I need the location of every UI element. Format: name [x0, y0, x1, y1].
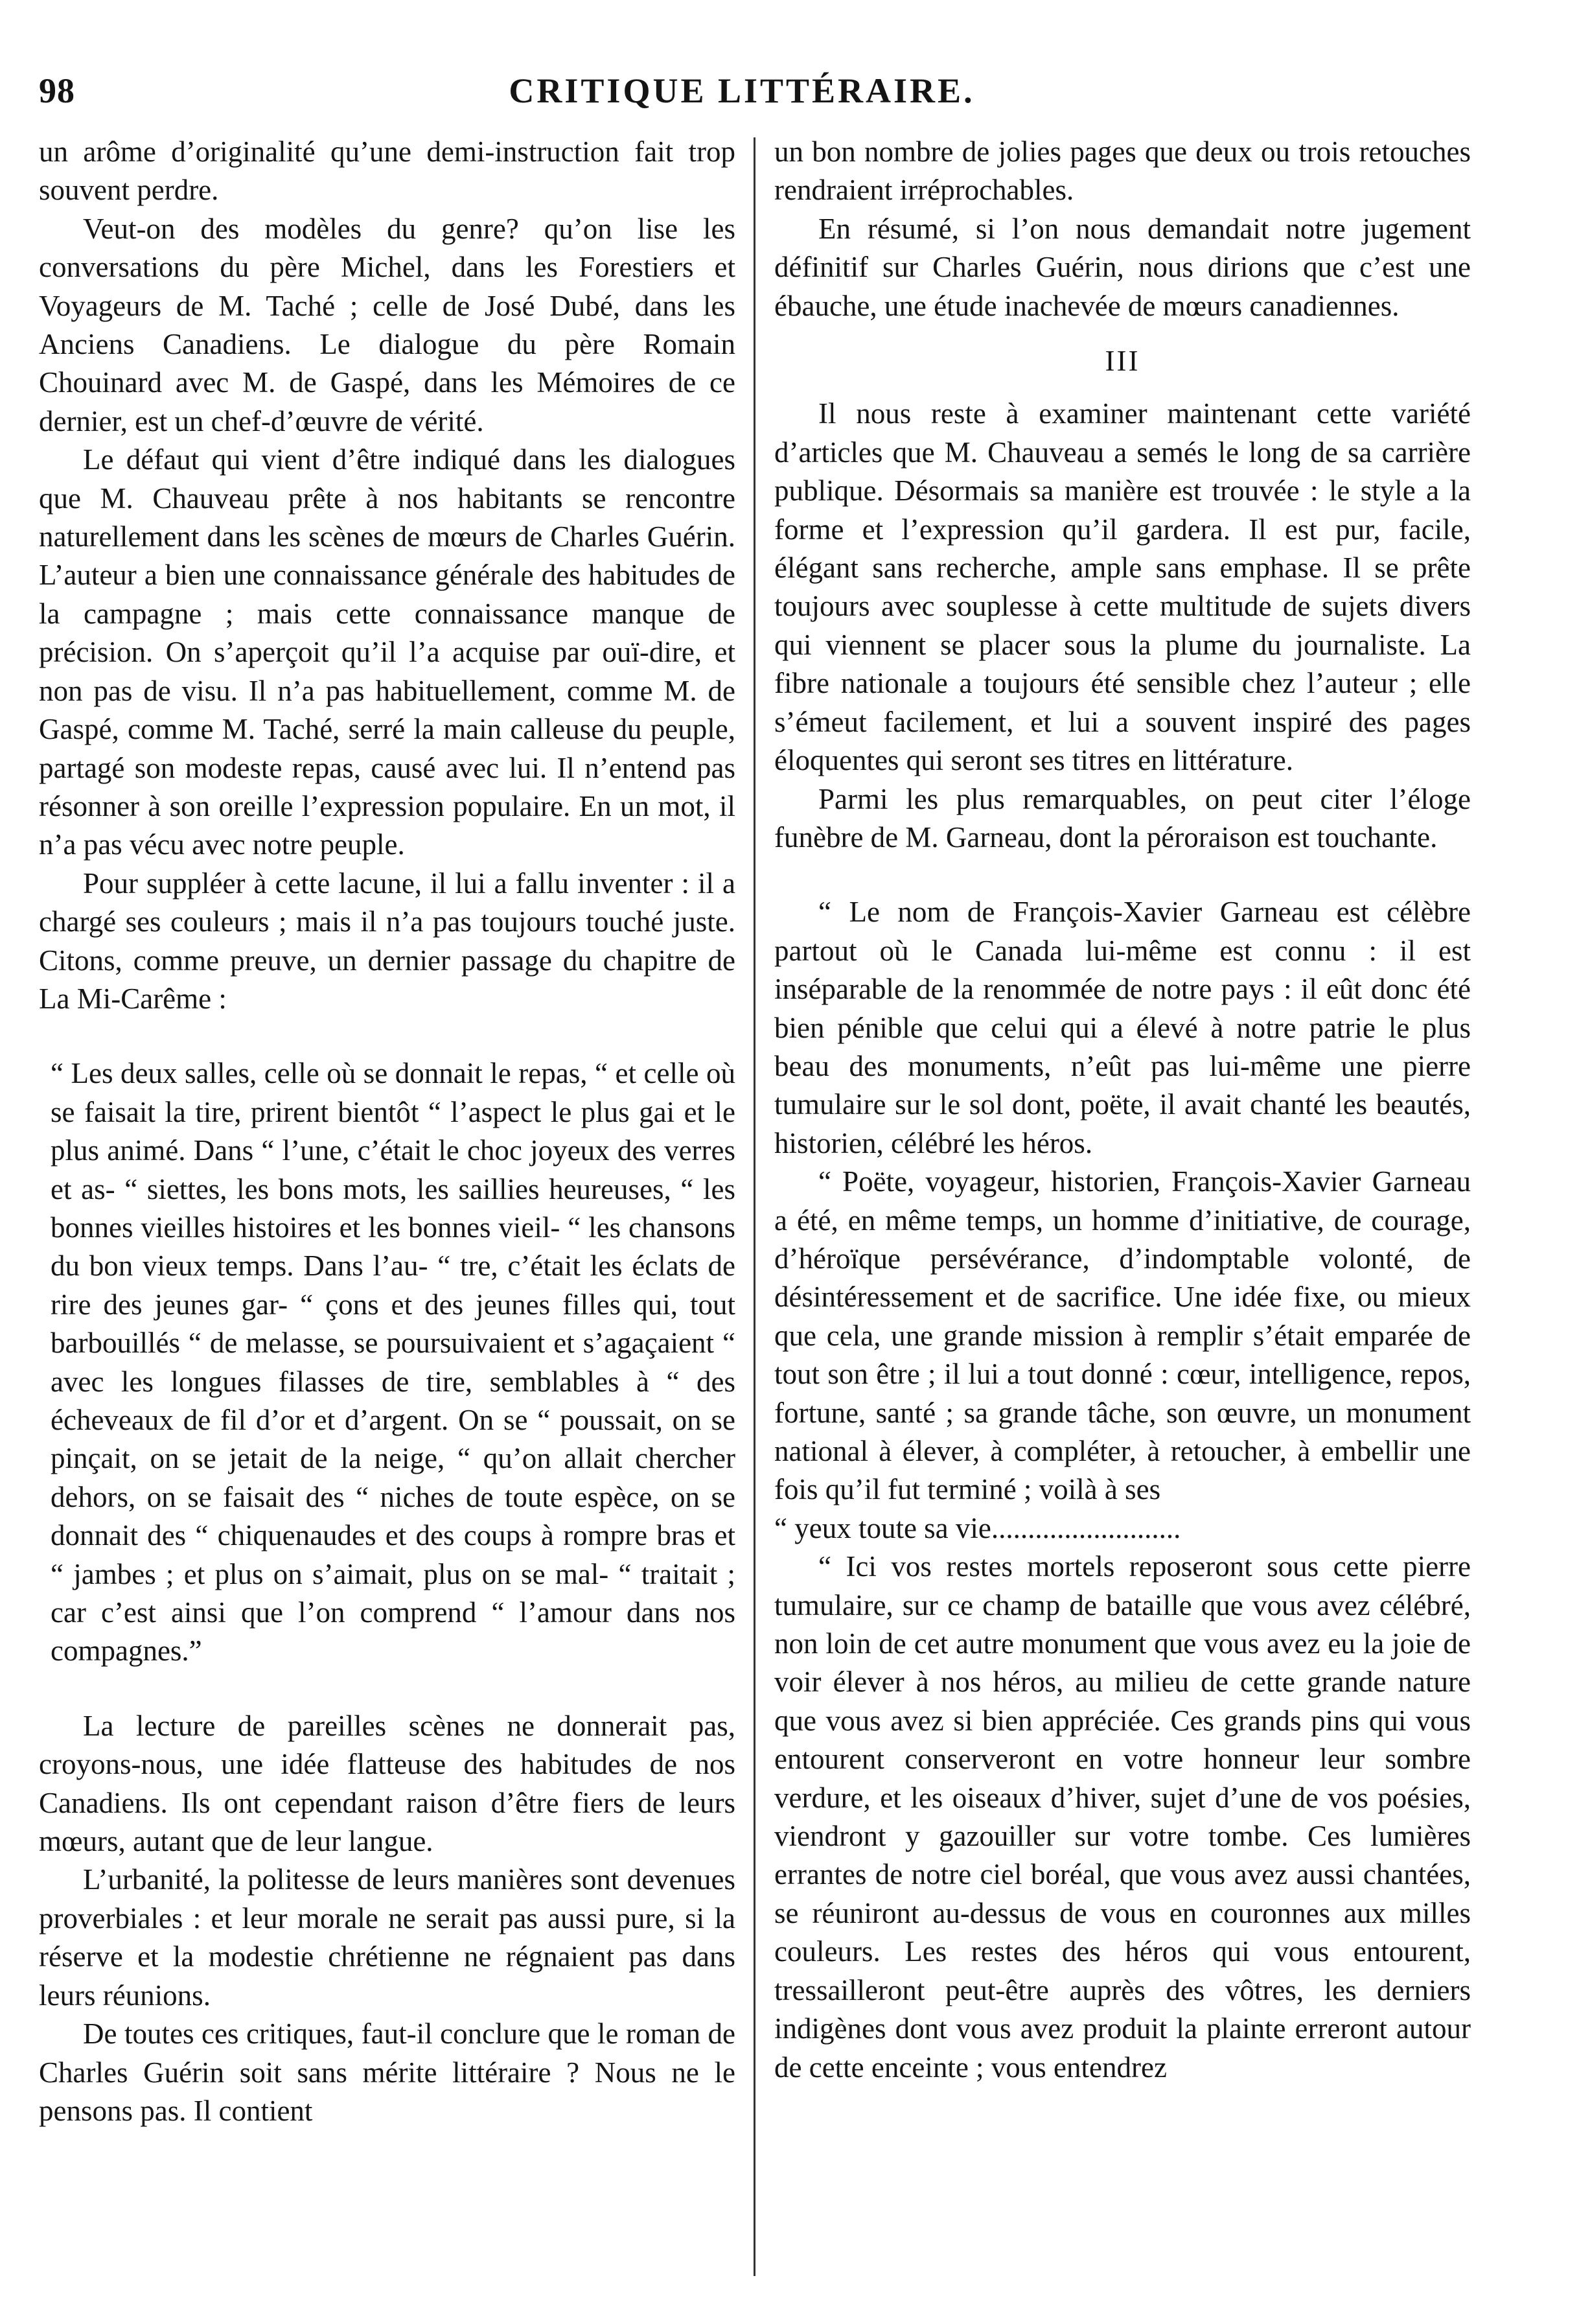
running-title: CRITIQUE LITTÉRAIRE.	[509, 71, 975, 110]
quote-paragraph: “ Ici vos restes mortels reposeront sous cette pierre tumulaire, sur ce champ de bataille que vous avez célébré, non loin de cet autre monument que vous avez eu la joie de voir élever à nos héros, au milieu de cette grande nature que vous avez si bien appréciée. Ces grands pins qui vous entourent conserveront en votre honneur leur sombre verdure, et les oiseaux d’hiver, sujet d’une de vos poésies, viendront y gazouiller sur votre tombe. Ces lumières errantes de notre ciel boréal, que vous avez aussi chantées, se réuniront au-dessus de vous en couronnes aux milles couleurs. Les restes des héros qui vous entourent, tressailleront peut-être auprès des vôtres, les derniers indigènes dont vous avez produit la plainte erreront autour de cette enceinte ; vous entendrez	[774, 1550, 1471, 2084]
quote-paragraph	[774, 1163, 1471, 1509]
quote-paragraph: “ Le nom de François-Xavier Garneau est célèbre partout où le Canada lui-même est connu : il est inséparable de la renommée de notre pays : il eût donc été bien pénible que celui qui a élevé à notre patrie le plus beau des monuments, n’eût pas lui-même une pierre tumulaire sur le sol dont, poëte, il avait chanté les beautés, historien, célébré les héros.	[774, 896, 1471, 1159]
paragraph: Pour suppléer à cette lacune, il lui a fallu inventer : il a chargé ses couleurs ; mais il n’a pas toujours touché juste. Citons, comme preuve, un dernier passage du chapitre de La Mi-Carême :	[39, 866, 735, 1015]
paragraph: un bon nombre de jolies pages que deux ou trois retouches rendraient irréprochables.	[774, 135, 1471, 207]
paragraph: Il nous reste à examiner maintenant cette variété d’articles que M. Chauveau a semés le long de sa carrière publique. Désormais sa manière est trouvée : le style a la forme et l’expression qu’il gardera. Il est pur, facile, élégant sans recherche, ample sans emphase. Il se prête toujours avec souplesse à cette multitude de sujets divers qui viennent se placer sous la plume du journaliste. La fibre nationale a toujours été sensible chez l’auteur ; elle s’émeut facilement, et lui a souvent inspiré des pages éloquentes qui seront ses titres en littérature.	[774, 397, 1471, 777]
quote-line	[774, 1509, 1471, 1548]
ellipsis-dots: .........................	[998, 1511, 1181, 1544]
quote-text: “ yeux toute sa vie.	[774, 1511, 999, 1544]
section-number: III	[1105, 345, 1140, 378]
page-header	[39, 65, 1445, 117]
paragraph: Le défaut qui vient d’être indiqué dans les dialogues que M. Chauveau prête à nos habitants se rencontre naturellement dans les scènes de mœurs de Charles Guérin. L’auteur a bien une connaissance générale des habitudes de la campagne ; mais cette connaissance manque de précision. On s’aperçoit qu’il l’a acquise par ouï-dire, et non pas de visu. Il n’a pas habituellement, comme M. de Gaspé, comme M. Taché, serré la main calleuse du peuple, partagé son modeste repas, causé avec lui. Il n’entend pas résonner à son oreille l’expression populaire. En un mot, il n’a pas vécu avec notre peuple.	[39, 443, 735, 861]
block-quote: “ Les deux salles, celle où se donnait le repas, “ et celle où se faisait la tire, prirent bientôt “ l’aspect le plus gai et le plus animé. Dans “ l’une, c’était le choc joyeux des verres et as- “ siettes, les bons mots, les saillies heureuses, “ les bonnes vieilles histoires et les bonnes vieil- “ les chansons du bon vieux temps. Dans l’au- “ tre, c’était les éclats de rire des jeunes gar- “ çons et des jeunes filles qui, tout barbouillés “ de melasse, se poursuivaient et s’agaçaient “ avec les longues filasses de tire, semblables à “ des écheveaux de fil d’or et d’argent. On se “ poussait, on se pinçait, on se jetait de la neige, “ qu’on allait chercher dehors, on se faisait des “ niches de toute espèce, on se donnait des “ chiquenaudes et des coups à rompre bras et “ jambes ; et plus on s’aimait, plus on se mal- “ traitait ; car c’est ainsi que l’on comprend “ l’amour dans nos compagnes.”	[51, 1057, 735, 1667]
page-number: 98	[39, 71, 75, 110]
right-column	[774, 133, 1471, 2284]
paragraph: De toutes ces critiques, faut-il conclure que le roman de Charles Guérin soit sans mérite littéraire ? Nous ne le pensons pas. Il contient	[39, 2017, 735, 2127]
paragraph: La lecture de pareilles scènes ne donnerait pas, croyons-nous, une idée flatteuse des habitudes de nos Canadiens. Ils ont cependant raison d’être fiers de leurs mœurs, autant que de leur langue.	[39, 1709, 735, 1858]
left-column	[39, 133, 735, 2284]
paragraph: un arôme d’originalité qu’une demi-instruction fait trop souvent perdre.	[39, 135, 735, 207]
paragraph: L’urbanité, la politesse de leurs manières sont devenues proverbiales : et leur morale ne serait pas aussi pure, si la réserve et la modestie chrétienne ne régnaient pas dans leurs réunions.	[39, 1863, 735, 2012]
column-divider	[754, 137, 755, 2276]
paragraph: Parmi les plus remarquables, on peut citer l’éloge funèbre de M. Garneau, dont la péroraison est touchante.	[774, 782, 1471, 854]
paragraph: Veut-on des modèles du genre? qu’on lise les conversations du père Michel, dans les Forestiers et Voyageurs de M. Taché ; celle de José Dubé, dans les Anciens Canadiens. Le dialogue du père Romain Chouinard avec M. de Gaspé, dans les Mémoires de ce dernier, est un chef-d’œuvre de vérité.	[39, 212, 735, 437]
quote-text: “ Poëte, voyageur, historien, François-Xavier Garneau a été, en même temps, un homme d’initiative, de courage, d’héroïque persévérance, d’indomptable volonté, de désintéressement et de sacrifice. Une idée fixe, ou mieux que cela, une grande mission à remplir s’était emparée de tout son être ; il lui a tout donné : cœur, intelligence, repos, fortune, santé ; sa grande tâche, son œuvre, un monument national à élever, à compléter, à retoucher, à embellir une fois qu’il fut terminé ; voilà à ses	[774, 1165, 1471, 1506]
paragraph: En résumé, si l’on nous demandait notre jugement définitif sur Charles Guérin, nous dirions que c’est une ébauche, une étude inachevée de mœurs canadiennes.	[774, 212, 1471, 322]
